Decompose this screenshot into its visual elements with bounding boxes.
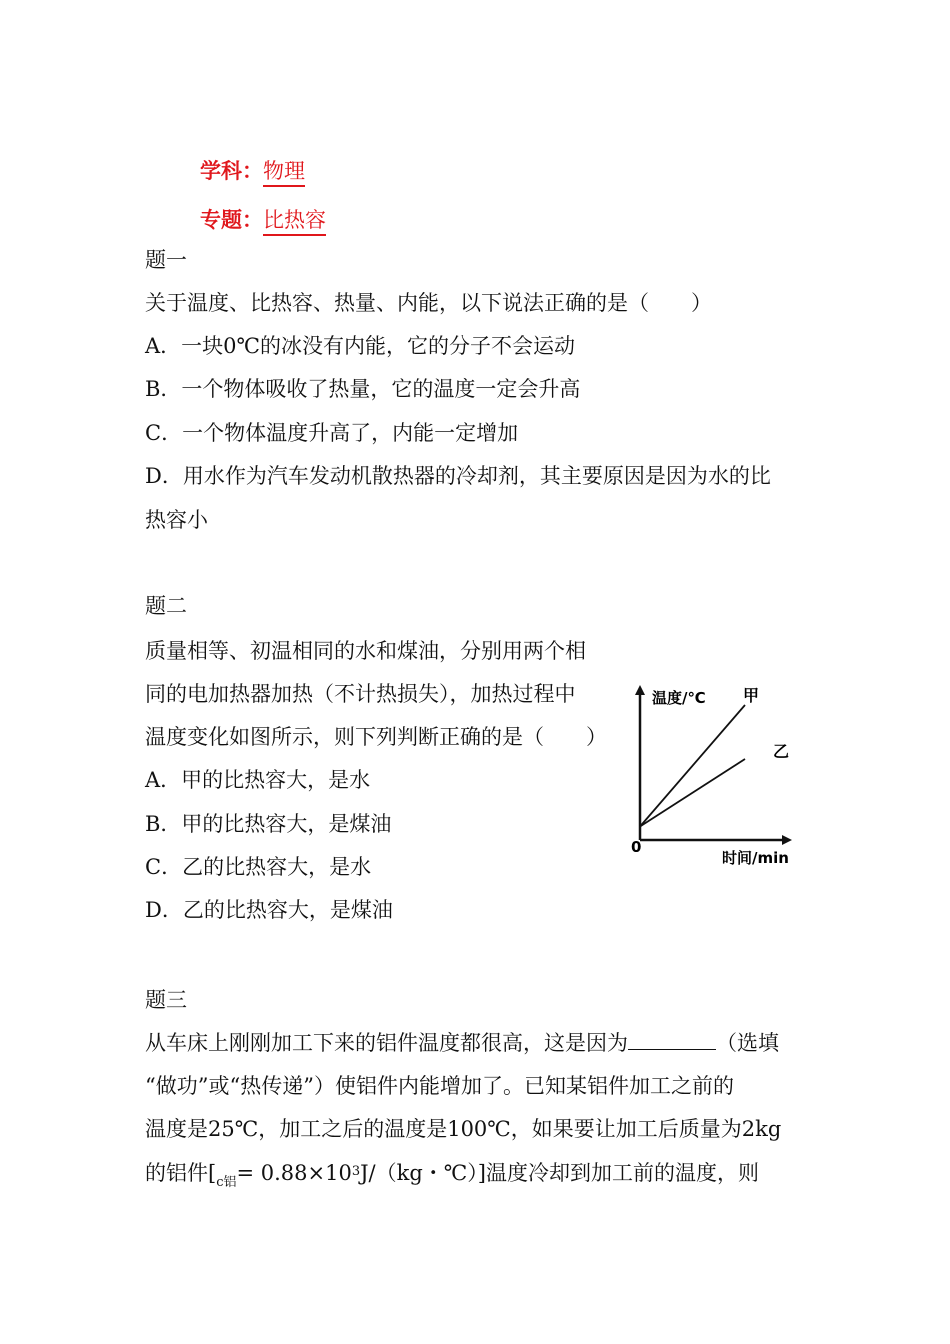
q2-stem-2: 同的电加热器加热（不计热损失），加热过程中 (145, 682, 576, 706)
exponent: 3 (351, 1164, 361, 1179)
x-axis-label: 时间/min (722, 849, 789, 867)
specific-heat-symbol: c (216, 1175, 224, 1190)
q2-stem-3: 温度变化如图所示，则下列判断正确的是（ ） (145, 725, 607, 749)
subject-line (200, 156, 305, 186)
q2-option-b: B．甲的比热容大，是煤油 (145, 812, 392, 836)
q3-line-2: “做功”或“热传递”）使铝件内能增加了。已知某铝件加工之前的 (145, 1074, 734, 1098)
topic-label: 专题： (200, 207, 263, 232)
q1-option-c: C．一个物体温度升高了，内能一定增加 (145, 421, 519, 445)
origin-label: 0 (631, 838, 642, 856)
q1-option-a: A．一块0℃的冰没有内能，它的分子不会运动 (145, 334, 576, 358)
q2-title: 题二 (145, 594, 187, 618)
q3-line-4-start: 的铝件[ (145, 1161, 217, 1185)
q1-stem: 关于温度、比热容、热量、内能，以下说法正确的是（ ） (145, 291, 712, 315)
q3-title: 题三 (145, 988, 187, 1012)
q3-line-4 (145, 1158, 759, 1197)
y-axis-label: 温度/℃ (652, 689, 706, 707)
q2-stem-1: 质量相等、初温相同的水和煤油，分别用两个相 (145, 639, 586, 663)
topic-value: 比热容 (263, 208, 326, 236)
q3-line-3: 温度是25℃，加工之后的温度是100℃，如果要让加工后质量为2kg (145, 1117, 782, 1141)
q1-option-d-cont: 热容小 (145, 508, 208, 532)
series-line-2 (640, 759, 745, 827)
temperature-time-chart (620, 675, 820, 875)
q3-line-1 (145, 1029, 779, 1057)
q3-line-1-text: 从车床上刚刚加工下来的铝件温度都很高，这是因为 (145, 1031, 628, 1055)
topic-line (200, 205, 326, 235)
q1-option-d: D．用水作为汽车发动机散热器的冷却剂，其主要原因是因为水的比 (145, 464, 771, 488)
subject-label: 学科： (200, 158, 263, 183)
q2-option-d: D．乙的比热容大，是煤油 (145, 898, 393, 922)
q2-option-c: C．乙的比热容大，是水 (145, 855, 372, 879)
series-line-1 (640, 705, 745, 827)
specific-heat-value: = 0.88×10 (236, 1161, 352, 1185)
aluminum-subscript: 铝 (223, 1175, 237, 1190)
series-label-1: 甲 (743, 686, 760, 705)
q1-title: 题一 (145, 248, 187, 272)
series-label-2: 乙 (773, 742, 790, 761)
subject-value: 物理 (263, 159, 305, 187)
answer-blank (628, 1029, 716, 1050)
q1-option-b: B．一个物体吸收了热量，它的温度一定会升高 (145, 377, 581, 401)
q3-line-1-tail: （选填 (716, 1031, 779, 1055)
q2-option-a: A．甲的比热容大，是水 (145, 768, 371, 792)
q3-line-4-end: J/（kg・℃）]温度冷却到加工前的温度，则 (360, 1161, 759, 1185)
